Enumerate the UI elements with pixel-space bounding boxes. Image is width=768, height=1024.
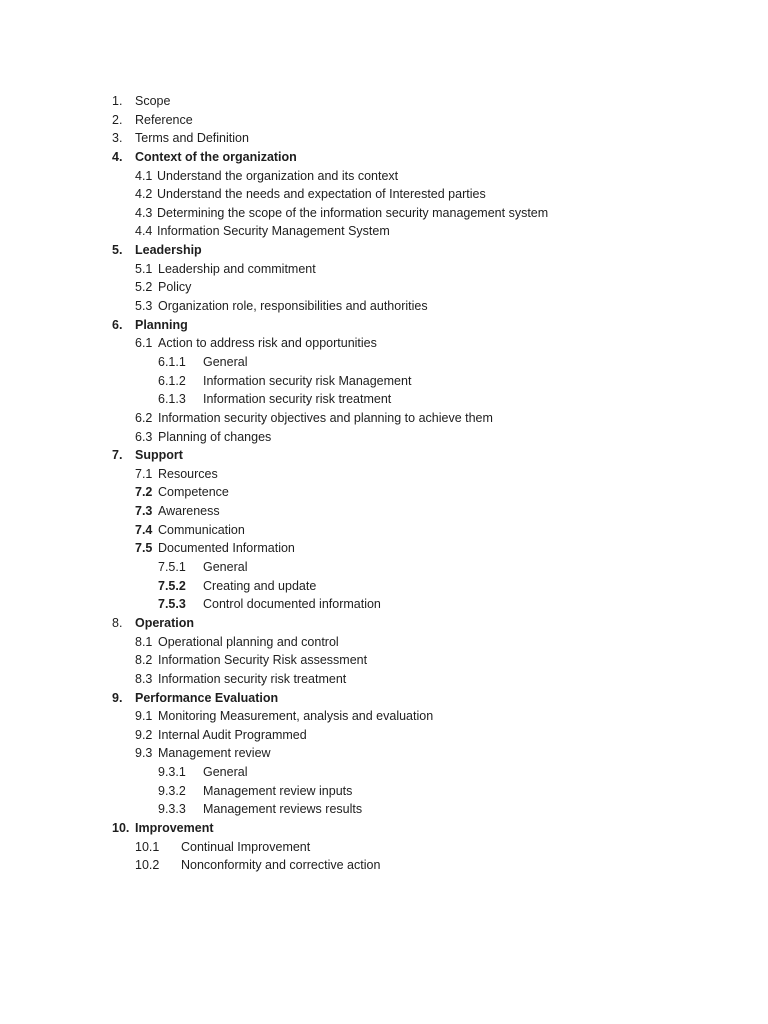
toc-entry	[0, 167, 768, 186]
toc-entry	[0, 428, 768, 447]
toc-entry	[0, 92, 768, 111]
toc-entry-title: General	[203, 354, 248, 369]
toc-entry-number: 7.	[112, 448, 123, 463]
toc-entry	[0, 129, 768, 148]
toc-entry	[0, 577, 768, 596]
toc-entry-number: 10.2	[135, 858, 160, 873]
toc-entry-title: Planning	[135, 317, 188, 332]
toc-entry-number: 4.1	[135, 168, 153, 183]
toc-entry-number: 10.	[112, 820, 130, 835]
toc-entry	[0, 334, 768, 353]
toc-entry	[0, 316, 768, 335]
toc-entry-title: Information security objectives and planning to achieve them	[158, 410, 493, 425]
toc-entry-number: 4.	[112, 149, 123, 164]
toc-entry-number: 5.3	[135, 299, 153, 314]
toc-entry-number: 9.3.3	[158, 802, 186, 817]
toc-entry-title: Leadership	[135, 243, 202, 258]
toc-entry	[0, 148, 768, 167]
toc-entry-number: 9.3.2	[158, 783, 186, 798]
toc-entry-number: 2.	[112, 112, 123, 127]
toc-entry-title: General	[203, 765, 248, 780]
toc-entry-number: 4.3	[135, 205, 153, 220]
toc-entry-number: 9.	[112, 690, 123, 705]
toc-entry	[0, 260, 768, 279]
toc-entry-title: Information Security Risk assessment	[158, 653, 368, 668]
toc-entry	[0, 521, 768, 540]
toc-entry-title: Creating and update	[203, 578, 317, 593]
toc-entry-title: Information security risk treatment	[203, 392, 392, 407]
toc-entry	[0, 372, 768, 391]
toc-entry	[0, 539, 768, 558]
toc-entry	[0, 483, 768, 502]
toc-entry-number: 7.5	[135, 541, 153, 556]
toc-entry	[0, 726, 768, 745]
toc-entry-title: Context of the organization	[135, 149, 297, 164]
toc-entry	[0, 558, 768, 577]
toc-entry-title: Support	[135, 448, 183, 463]
toc-entry	[0, 614, 768, 633]
toc-entry-title: Management reviews results	[203, 802, 363, 817]
toc-entry	[0, 446, 768, 465]
toc-entry-number: 8.3	[135, 671, 153, 686]
toc-entry-title: Terms and Definition	[135, 131, 249, 146]
toc-entry-number: 7.5.3	[158, 597, 186, 612]
toc-entry-number: 9.1	[135, 709, 153, 724]
toc-entry-title: Nonconformity and corrective action	[181, 858, 381, 873]
toc-entry-number: 8.	[112, 615, 123, 630]
toc-entry	[0, 278, 768, 297]
toc-entry-number: 7.3	[135, 504, 153, 519]
toc-entry-title: Organization role, responsibilities and authorities	[158, 299, 428, 314]
toc-entry-title: Understand the needs and expectation of Interested parties	[157, 187, 486, 202]
toc-entry-number: 1.	[112, 94, 123, 108]
toc-entry-number: 6.1.1	[158, 354, 186, 369]
toc-entry-number: 4.2	[135, 187, 153, 202]
toc-entry	[0, 819, 768, 838]
toc-entry-title: Awareness	[158, 504, 220, 519]
toc-entry	[0, 185, 768, 204]
toc-entry	[0, 241, 768, 260]
toc-entry-number: 6.1.3	[158, 392, 186, 407]
toc-entry	[0, 353, 768, 372]
toc-entry-title: Competence	[158, 485, 229, 500]
toc-entry-number: 7.1	[135, 466, 153, 481]
toc-entry-title: Information security risk Management	[203, 373, 412, 388]
toc-entry-number: 9.3.1	[158, 765, 186, 780]
toc-entry-number: 8.2	[135, 653, 153, 668]
toc-entry-number: 10.1	[135, 839, 160, 854]
toc-entry-number: 7.5.1	[158, 560, 186, 575]
toc-entry	[0, 689, 768, 708]
toc-entry	[0, 502, 768, 521]
toc-entry-title: Resources	[158, 466, 218, 481]
toc-entry-title: Policy	[158, 280, 192, 295]
toc-entry-number: 3.	[112, 131, 123, 146]
toc-entry-title: Management review inputs	[203, 783, 353, 798]
toc-entry	[0, 409, 768, 428]
toc-entry-title: Documented Information	[158, 541, 295, 556]
toc-entry-number: 7.4	[135, 522, 153, 537]
toc-entry-title: General	[203, 560, 248, 575]
toc-entry	[0, 297, 768, 316]
toc-entry	[0, 111, 768, 130]
toc-entry-title: Determining the scope of the information security management system	[157, 205, 549, 220]
toc-entry-number: 6.1.2	[158, 373, 186, 388]
toc-entry-title: Internal Audit Programmed	[158, 727, 307, 742]
toc-entry	[0, 204, 768, 223]
toc-entry-title: Operation	[135, 615, 195, 630]
toc-entry-title: Performance Evaluation	[135, 690, 279, 705]
toc-entry	[0, 800, 768, 819]
toc-entry	[0, 670, 768, 689]
toc-entry-number: 9.3	[135, 746, 153, 761]
toc-entry	[0, 744, 768, 763]
toc-entry-title: Understand the organization and its context	[157, 168, 399, 183]
toc-entry-number: 9.2	[135, 727, 153, 742]
toc-entry-title: Control documented information	[203, 597, 381, 612]
toc-entry-title: Scope	[135, 94, 171, 108]
toc-entry	[0, 763, 768, 782]
toc-entry	[0, 465, 768, 484]
toc-entry-number: 7.2	[135, 485, 153, 500]
toc-entry-number: 6.3	[135, 429, 153, 444]
toc-entry-title: Planning of changes	[158, 429, 272, 444]
toc-entry-title: Information Security Management System	[157, 224, 390, 239]
toc-entry	[0, 633, 768, 652]
toc-entry	[0, 595, 768, 614]
toc-entry	[0, 707, 768, 726]
toc-entry-title: Continual Improvement	[181, 839, 311, 854]
toc-entry-number: 6.1	[135, 336, 153, 351]
toc-entry	[0, 838, 768, 857]
toc-entry-number: 5.1	[135, 261, 153, 276]
toc-entry-title: Reference	[135, 112, 193, 127]
toc-entry	[0, 390, 768, 409]
toc-entry-number: 6.	[112, 317, 123, 332]
toc-entry-title: Monitoring Measurement, analysis and evaluation	[158, 709, 434, 724]
toc-entry-number: 6.2	[135, 410, 153, 425]
toc-entry-title: Management review	[158, 746, 271, 761]
toc-entry-number: 7.5.2	[158, 578, 186, 593]
toc-entry-number: 5.	[112, 243, 123, 258]
table-of-contents	[0, 92, 768, 875]
toc-entry-title: Action to address risk and opportunities	[158, 336, 377, 351]
toc-entry-number: 4.4	[135, 224, 153, 239]
toc-entry-title: Leadership and commitment	[158, 261, 316, 276]
toc-entry	[0, 856, 768, 875]
toc-entry-title: Improvement	[135, 820, 214, 835]
toc-entry	[0, 222, 768, 241]
toc-entry-title: Operational planning and control	[158, 634, 339, 649]
toc-entry-number: 5.2	[135, 280, 153, 295]
toc-entry	[0, 782, 768, 801]
toc-entry-title: Communication	[158, 522, 245, 537]
toc-entry	[0, 651, 768, 670]
toc-entry-title: Information security risk treatment	[158, 671, 347, 686]
toc-entry-number: 8.1	[135, 634, 153, 649]
